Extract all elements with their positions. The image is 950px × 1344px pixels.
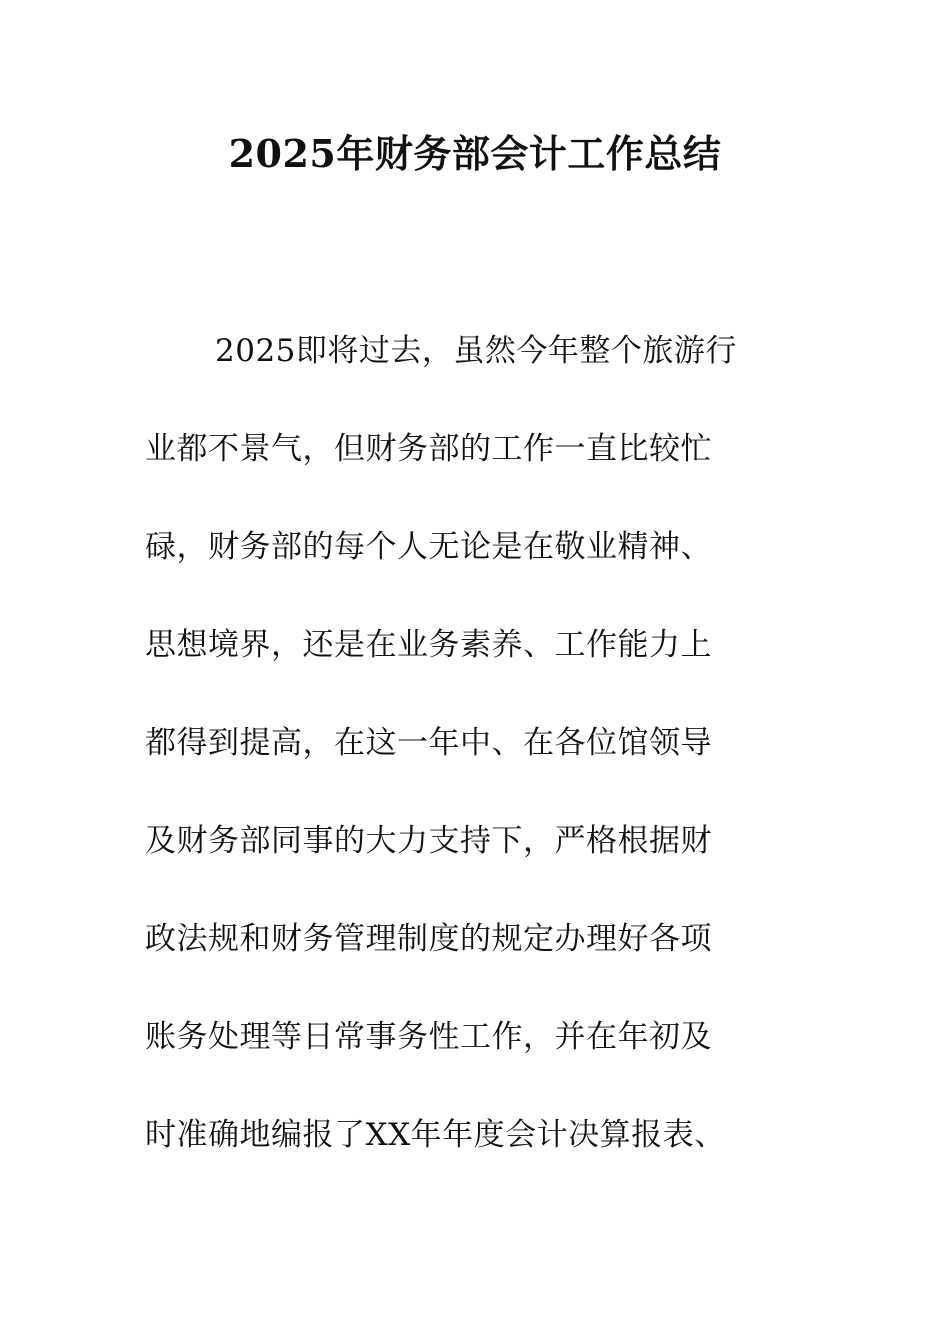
document-body [145, 302, 785, 1184]
document-title: 2025年财务部会计工作总结 [228, 131, 722, 176]
paragraph-line: 时准确地编报了XX年年度会计决算报表、 [145, 1117, 726, 1153]
paragraph-line: 都得到提高，在这一年中、在各位馆领导 [145, 725, 712, 761]
paragraph-line: 碌，财务部的每个人无论是在敬业精神、 [145, 529, 712, 565]
paragraph-line: 业都不景气，但财务部的工作一直比较忙 [145, 431, 712, 467]
paragraph-line: 思想境界，还是在业务素养、工作能力上 [145, 627, 712, 663]
paragraph-line: 账务处理等日常事务性工作，并在年初及 [145, 1019, 712, 1055]
paragraph-line: 2025即将过去，虽然今年整个旅游行 [215, 333, 737, 369]
paragraph-line: 政法规和财务管理制度的规定办理好各项 [145, 921, 712, 957]
paragraph-line: 及财务部同事的大力支持下，严格根据财 [145, 823, 712, 859]
